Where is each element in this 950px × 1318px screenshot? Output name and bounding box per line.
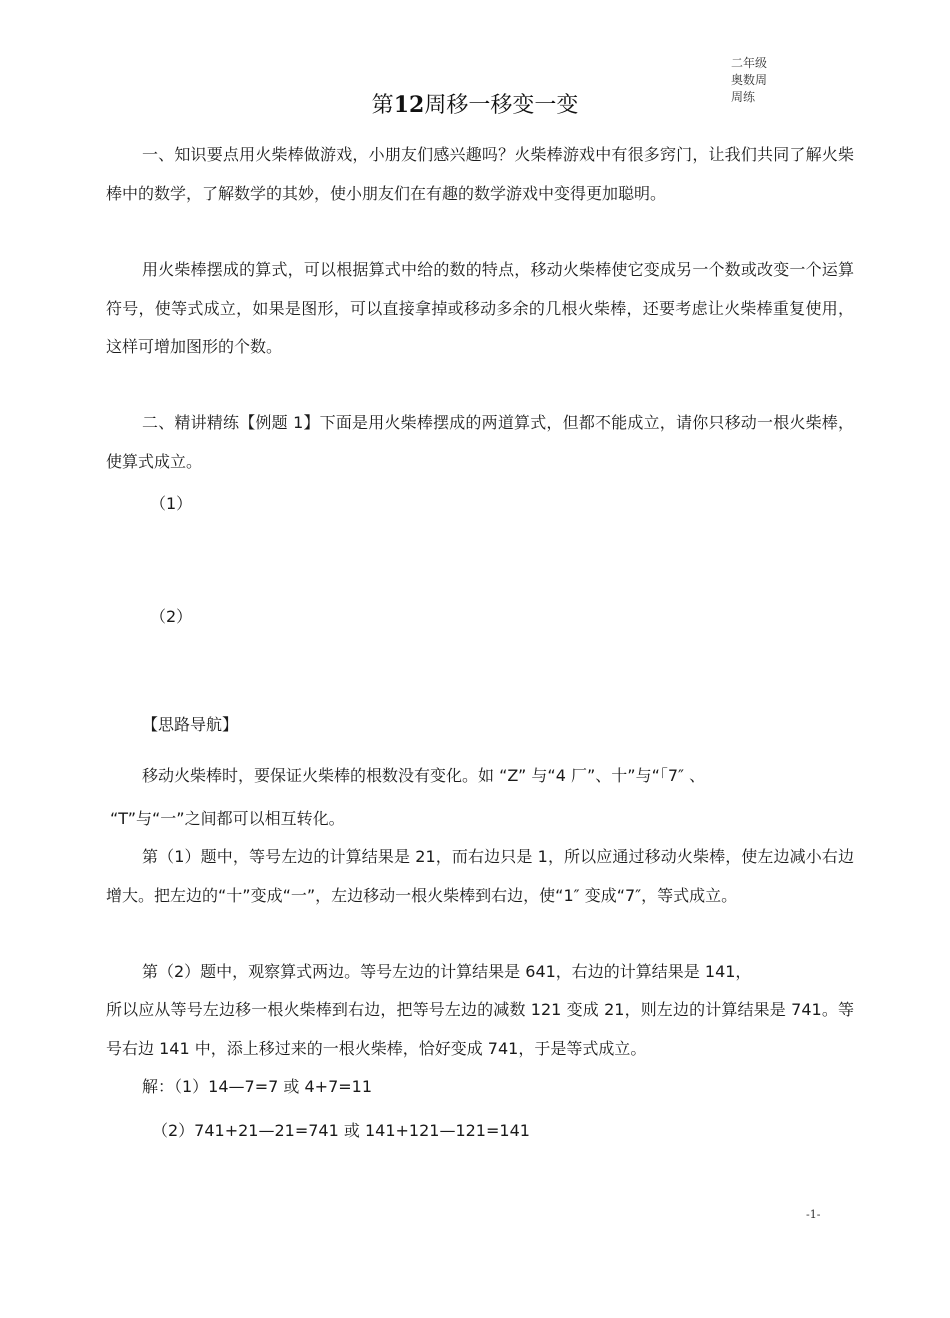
title-suffix: 周移一移变一变 xyxy=(424,93,579,118)
title-number: 12 xyxy=(393,92,425,118)
example-intro-paragraph: 二、精讲精练【例题 1】下面是用火柴棒摆成的两道算式，但都不能成立，请你只移动一根火柴棒，使算式成立。 xyxy=(106,413,854,471)
guide-line-1: 移动火柴棒时，要保证火柴棒的根数没有变化。如 “Z” 与“4 厂”、十”与“「7″ 、 xyxy=(142,766,706,785)
solution-2-paragraph: 所以应从等号左边移一根火柴棒到右边，把等号左边的减数 121 变成 21，则左边的计算结果是 741。等号右边 141 中，添上移过来的一根火柴棒，恰好变成 741，于是等式成立。 xyxy=(106,1000,854,1058)
page-number: -1- xyxy=(806,1208,821,1221)
solution-2-first-line: 第（2）题中，观察算式两边。等号左边的计算结果是 641，右边的计算结果是 141， xyxy=(142,962,752,981)
grade-tag-line: 周练 xyxy=(731,90,756,104)
answer-1: 解：（1）14—7=7 或 4+7=11 xyxy=(142,1077,373,1096)
guide-heading: 【思路导航】 xyxy=(142,715,239,734)
solution-1-paragraph: 第（1）题中，等号左边的计算结果是 21，而右边只是 1，所以应通过移动火柴棒，使左边减小右边增大。把左边的“十”变成“一”，左边移动一根火柴棒到右边，使“1″ 变成“7″，等式成立。 xyxy=(106,847,854,905)
answer-2: （2）741+21—21=741 或 141+121—121=141 xyxy=(152,1121,530,1140)
guide-line-2: “T”与“一”之间都可以相互转化。 xyxy=(110,809,345,828)
page-title xyxy=(0,88,950,123)
knowledge-points-paragraph: 一、知识要点用火柴棒做游戏，小朋友们感兴趣吗？火柴棒游戏中有很多窍门，让我们共同了解火柴棒中的数学，了解数学的其妙，使小朋友们在有趣的数学游戏中变得更加聪明。 xyxy=(106,145,854,203)
example-item-2-label: （2） xyxy=(150,607,193,626)
method-paragraph: 用火柴棒摆成的算式，可以根据算式中给的数的特点，移动火柴棒使它变成另一个数或改变一个运算符号，使等式成立，如果是图形，可以直接拿掉或移动多余的几根火柴棒，还要考虑让火柴棒重复使用，这样可增加图形的个数。 xyxy=(106,260,854,357)
example-item-1-label: （1） xyxy=(150,494,193,513)
grade-tag-line: 二年级 xyxy=(731,56,768,70)
grade-tag-line: 奥数周 xyxy=(731,73,768,87)
title-prefix: 第 xyxy=(371,93,394,118)
